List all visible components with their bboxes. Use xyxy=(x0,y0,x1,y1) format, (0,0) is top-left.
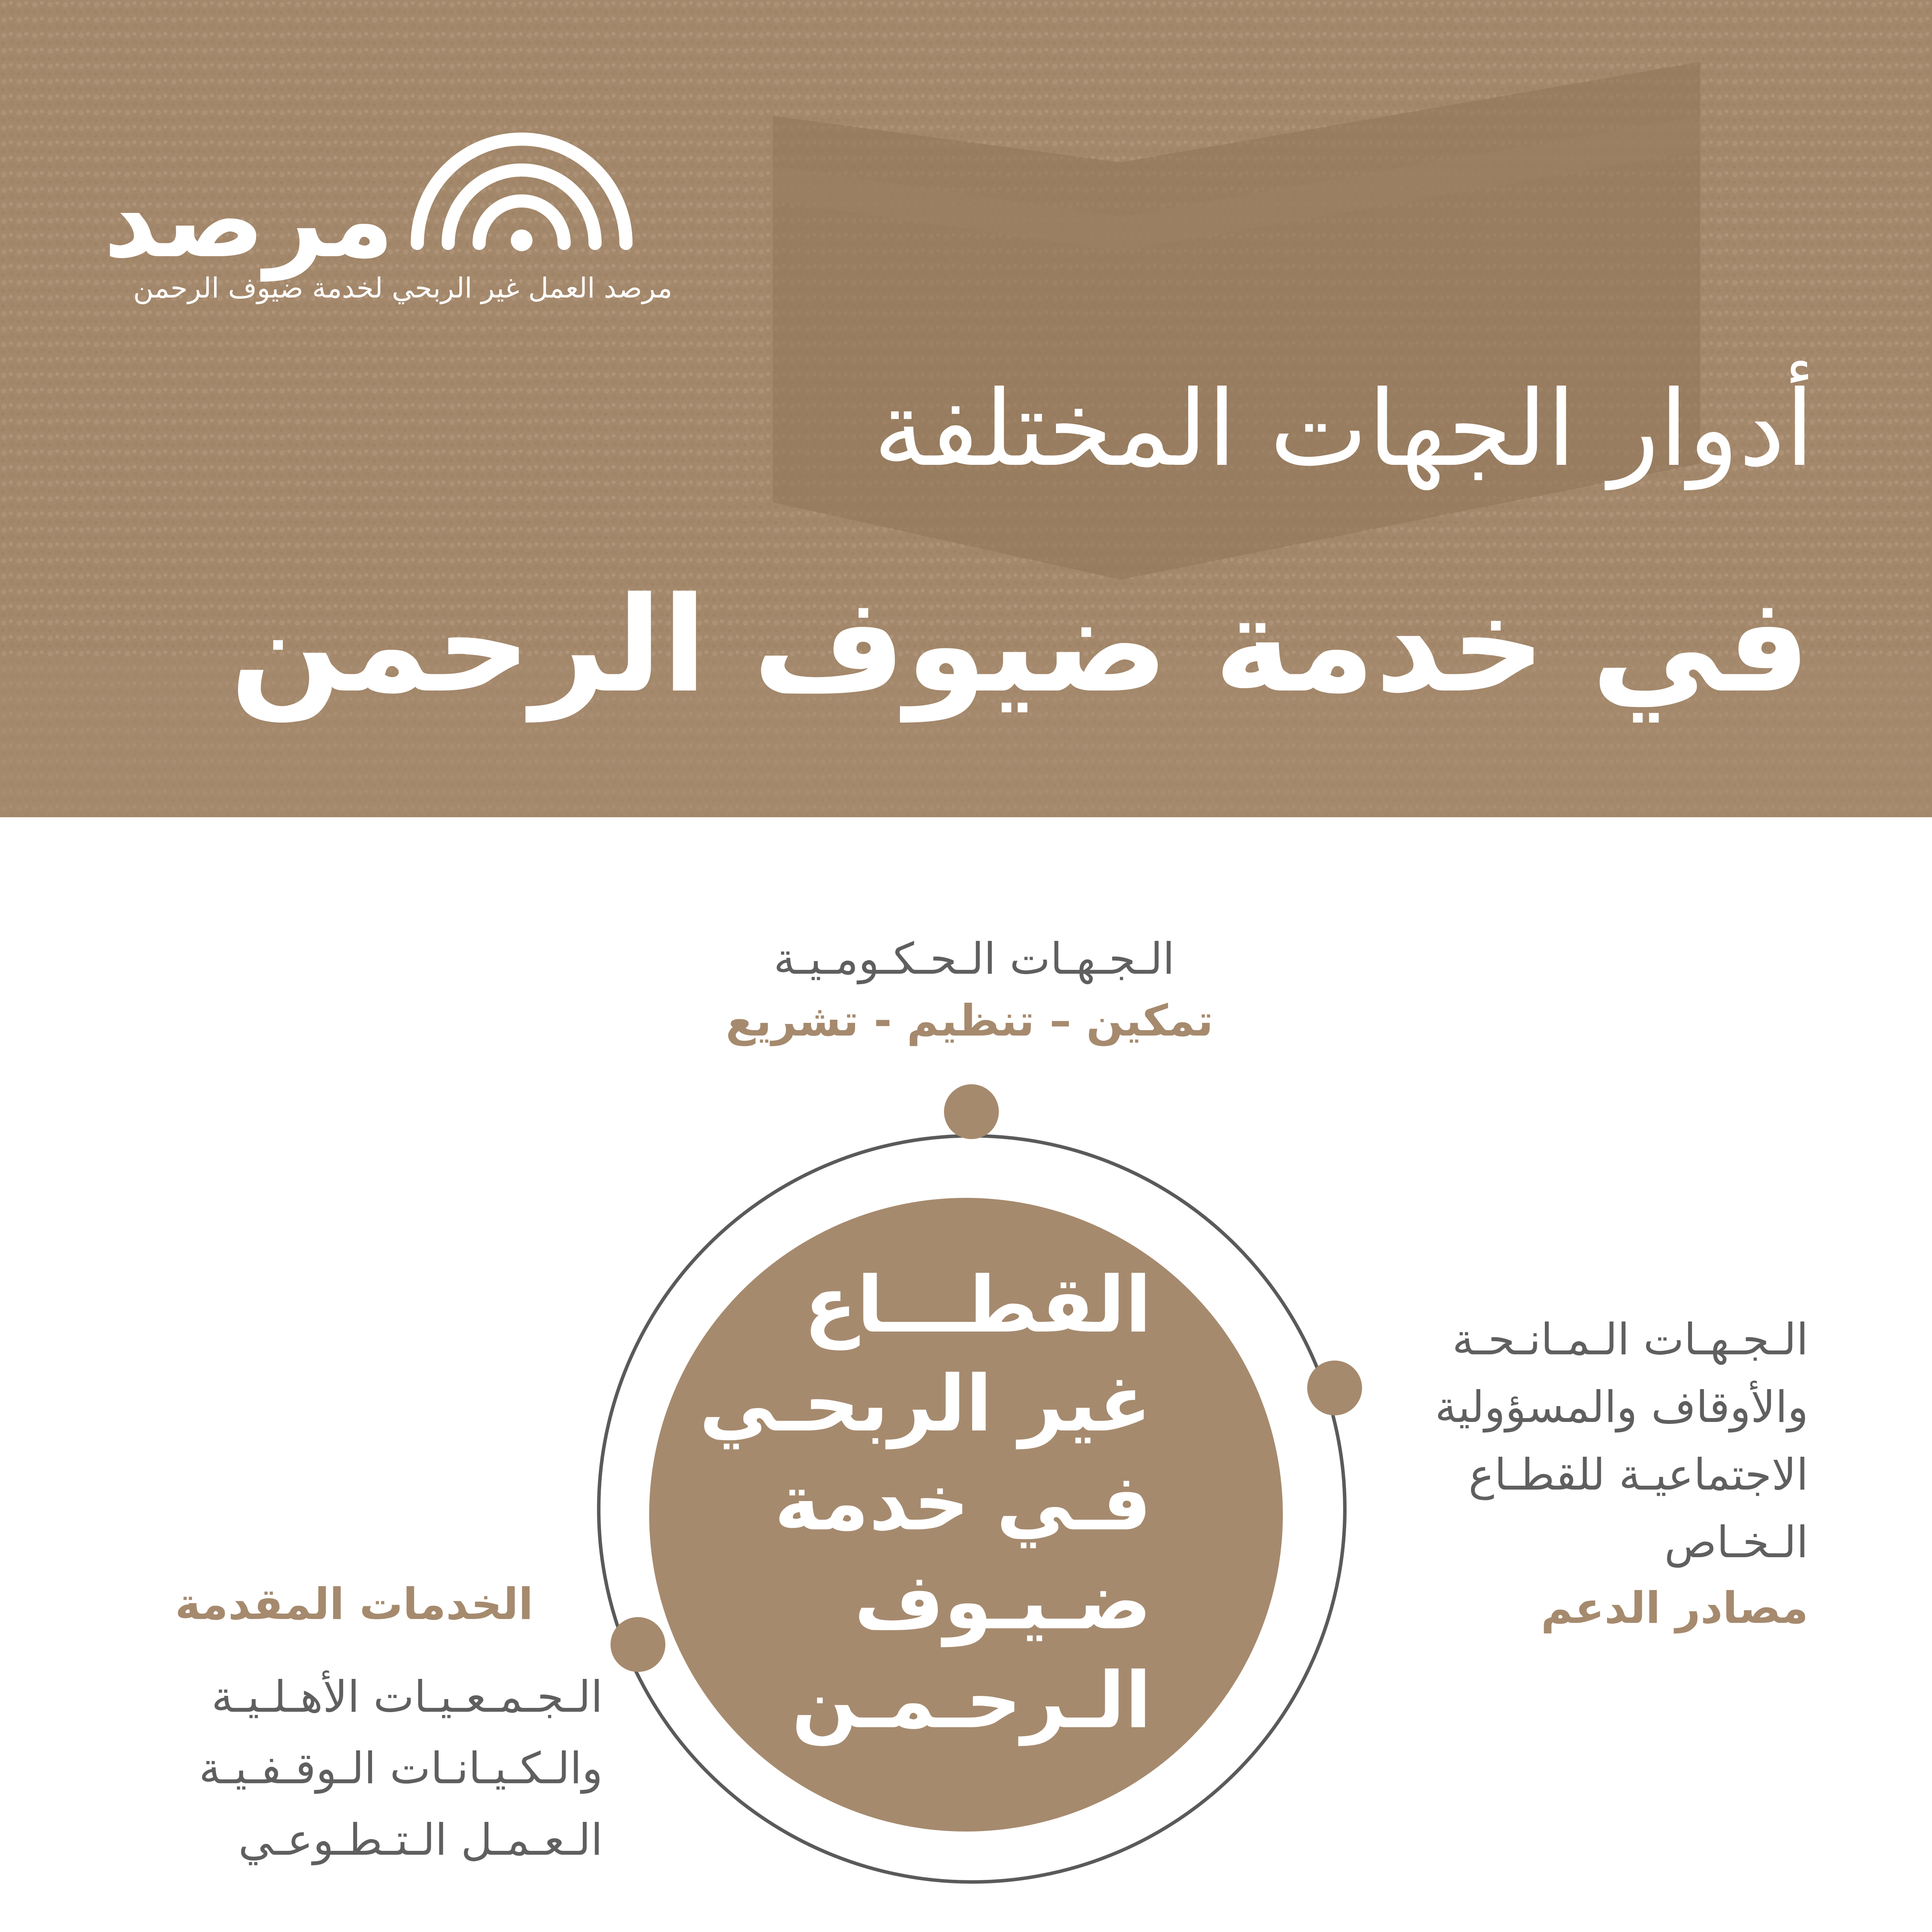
government-roles: تمكين – تنظيم - تشريع xyxy=(726,996,1213,1046)
center-line: القطـــاع xyxy=(804,1260,1151,1350)
list-item: والـكـيـانـات الـوقـفـيـة xyxy=(199,1743,603,1794)
center-line: ضـيـوف xyxy=(854,1557,1151,1647)
support-sources-title: مصادر الدعم xyxy=(1541,1583,1808,1633)
signal-arcs-icon xyxy=(386,128,657,255)
support-sources-list xyxy=(1345,1306,1808,1577)
center-line: الـرحـمـن xyxy=(791,1656,1151,1746)
list-item: والأوقاف والمسؤولية xyxy=(1435,1382,1808,1432)
government-entities-label: الـجـهـات الـحـكـومـيـة xyxy=(774,934,1175,984)
header-banner xyxy=(0,0,1932,817)
center-line: فـي خدمة xyxy=(774,1458,1151,1548)
list-item: الـجـمـعـيـات الأهـلـيـة xyxy=(211,1672,603,1722)
page-title-line-2: في خدمة ضيوف الرحمن xyxy=(230,569,1810,722)
ring-node-left xyxy=(611,1617,665,1672)
center-circle-text xyxy=(696,1256,1151,1750)
list-item: الـعـمـل الـتـطـوعـي xyxy=(238,1815,603,1865)
services-provided-list xyxy=(116,1662,603,1876)
center-line: غير الربحـي xyxy=(699,1359,1151,1449)
list-item: الاجتماعيـة للقطـاع xyxy=(1468,1450,1808,1500)
list-item: الـخـاص xyxy=(1664,1517,1808,1568)
services-provided-title: الخدمات المقدمة xyxy=(175,1579,533,1629)
logo-tagline: مرصد العمل غير الربحي لخدمة ضيوف الرحمن xyxy=(133,272,672,304)
page-title-line-1: أدوار الجهات المختلفة xyxy=(873,368,1814,490)
ring-node-top xyxy=(944,1084,999,1139)
list-item: الـجـهـات الـمـانـحـة xyxy=(1452,1315,1808,1365)
logo-wordmark: مرصد xyxy=(104,159,394,281)
